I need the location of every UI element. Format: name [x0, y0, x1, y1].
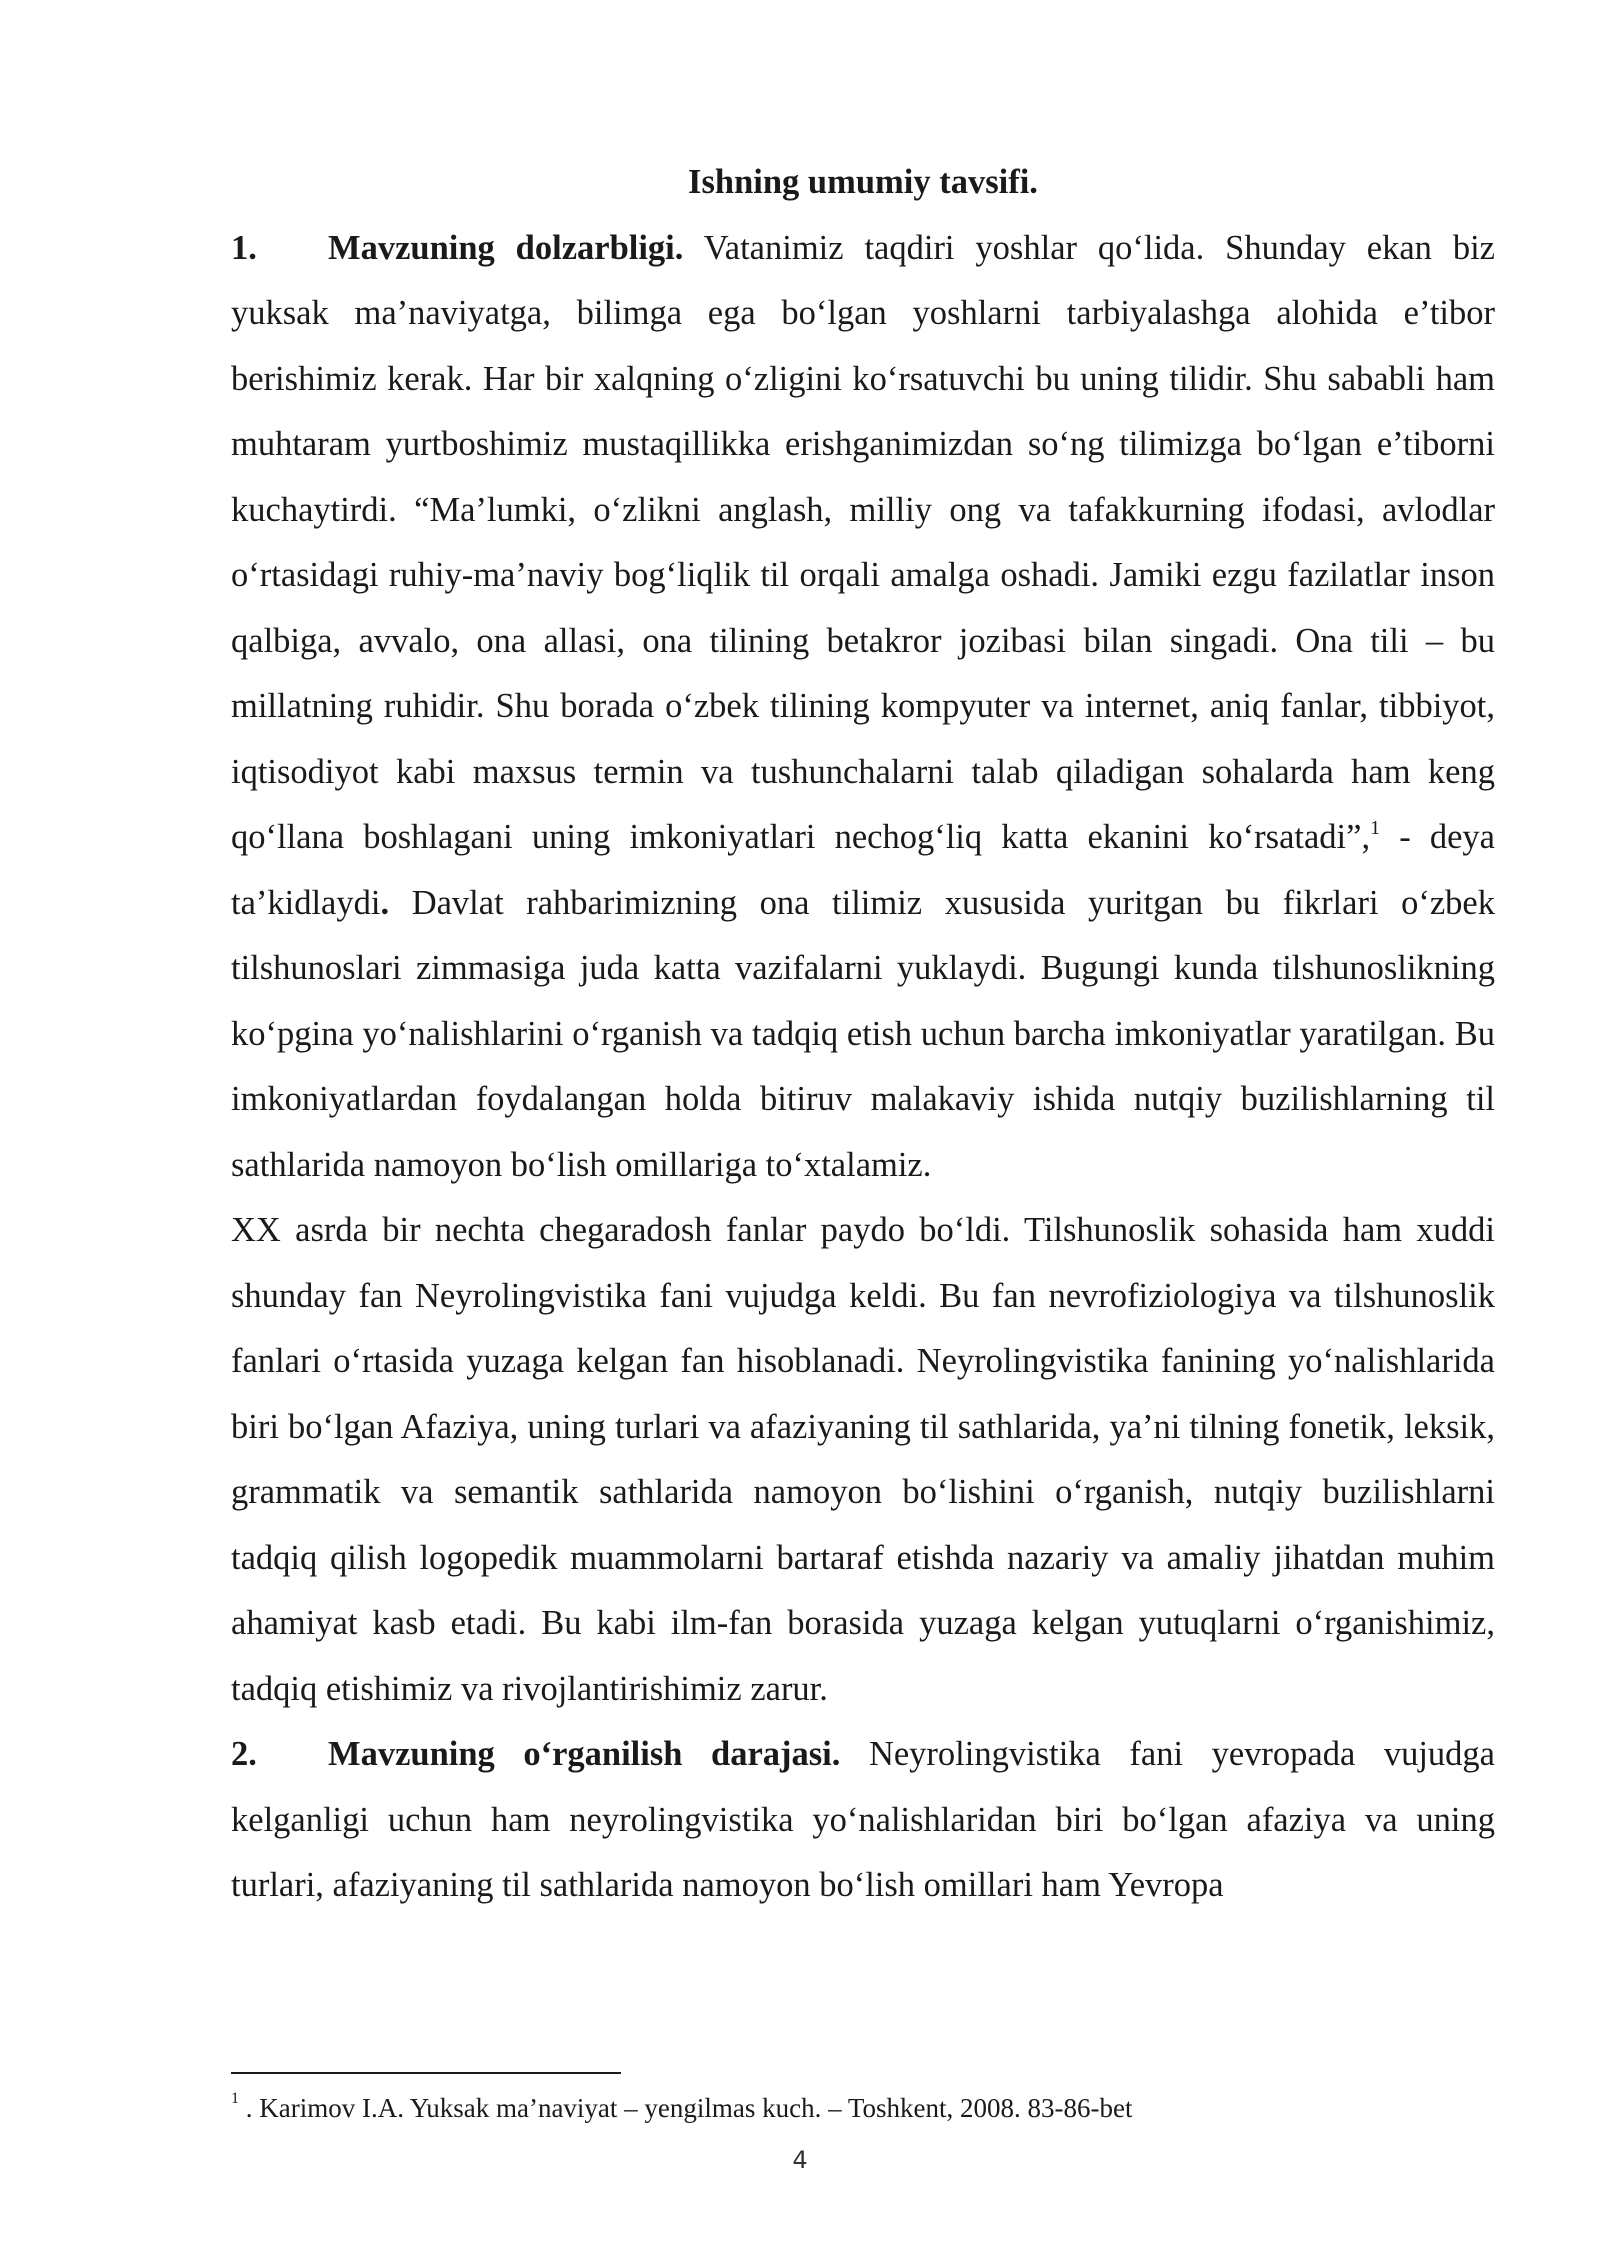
- page-title: Ishning umumiy tavsifi.: [688, 163, 1038, 201]
- section-1-text-part3: Davlat rahbarimizning ona tilimiz xususida yuritgan bu fikrlari o‘zbek tilshunoslari zimmasiga juda katta vazifalarni yuklaydi. Bugungi kunda tilshunoslikning ko‘pgina yo‘nalishlarini o‘rganish va tadqiq etish uchun barcha imkoniyatlar yaratilgan. Bu imkoniyatlardan foydalangan holda bitiruv malakaviy ishida nutqiy buzilishlarning til sathlarida namoyon bo‘lish omillariga to‘xtalamiz.: [231, 883, 1495, 1184]
- section-1-paragraph: [231, 216, 1495, 1199]
- section-2-text: Neyrolingvistika fani yevropada vujudga kelganligi uchun ham neyrolingvistika yo‘nalishlaridan biri bo‘lgan afaziya va uning turlari, afaziyaning til sathlarida namoyon bo‘lish omillari ham Yevropa: [231, 1735, 1495, 1904]
- footnote-reference[interactable]: 1: [1370, 816, 1381, 839]
- section-2-number: 2.: [231, 1735, 257, 1773]
- footnote: [231, 2090, 1495, 2126]
- section-1-heading: Mavzuning dolzarbligi.: [328, 228, 684, 267]
- section-1-number: 1.: [231, 228, 257, 267]
- footnote-text: . Karimov I.A. Yuksak ma’naviyat – yengilmas kuch. – Toshkent, 2008. 83-86-bet: [239, 2093, 1133, 2123]
- page-number: 4: [792, 2146, 808, 2174]
- section-1-text-part1: Vatanimiz taqdiri yoshlar qo‘lida. Shunday ekan biz yuksak ma’naviyatga, bilimga ega bo‘lgan yoshlarni tarbiyalashga alohida e’tibor berishimiz kerak. Har bir xalqning o‘zligini ko‘rsatuvchi bu uning tilidir. Shu sababli ham muhtaram yurtboshimiz mustaqillikka erishganimizdan so‘ng tilimizga bo‘lgan e’tiborni kuchaytirdi. “Ma’lumki, o‘zlikni anglash, milliy ong va tafakkurning ifodasi, avlodlar o‘rtasidagi ruhiy-ma’naviy bog‘liqlik til orqali amalga oshadi. Jamiki ezgu fazilatlar inson qalbiga, avvalo, ona allasi, ona tilining betakror jozibasi bilan singadi. Ona tili – bu millatning ruhidir. Shu borada o‘zbek tilining kompyuter va internet, aniq fanlar, tibbiyot, iqtisodiyot kabi maxsus termin va tushunchalarni talab qiladigan sohalarda ham keng qo‘llana boshlagani uning imkoniyatlari nechog‘liq katta ekanini ko‘rsatadi”,: [231, 228, 1495, 856]
- section-1-text-part2: - deya ta’kidlaydi: [231, 818, 1495, 922]
- section-1-bold-period: .: [380, 883, 390, 922]
- document-body: [231, 150, 1495, 1919]
- paragraph-neurolinguistics: XX asrda bir nechta chegaradosh fanlar paydo bo‘ldi. Tilshunoslik sohasida ham xuddi shunday fan Neyrolingvistika fani vujudga keldi. Bu fan nevrofiziologiya va tilshunoslik fanlari o‘rtasida yuzaga kelgan fan hisoblanadi. Neyrolingvistika fanining yo‘nalishlarida biri bo‘lgan Afaziya, uning turlari va afaziyaning til sathlarida, ya’ni tilning fonetik, leksik, grammatik va semantik sathlarida namoyon bo‘lishini o‘rganish, nutqiy buzilishlarni tadqiq qilish logopedik muammolarni bartaraf etishda nazariy va amaliy jihatdan muhim ahamiyat kasb etadi. Bu kabi ilm-fan borasida yuzaga kelgan yutuqlarni o‘rganishimiz, tadqiq etishimiz va rivojlantirishimiz zarur.: [231, 1211, 1495, 1708]
- section-2-paragraph: [231, 1722, 1495, 1919]
- section-2-heading: Mavzuning o‘rganilish darajasi.: [328, 1735, 841, 1773]
- footnote-marker: 1: [231, 2090, 239, 2107]
- footnote-separator: [231, 2072, 621, 2074]
